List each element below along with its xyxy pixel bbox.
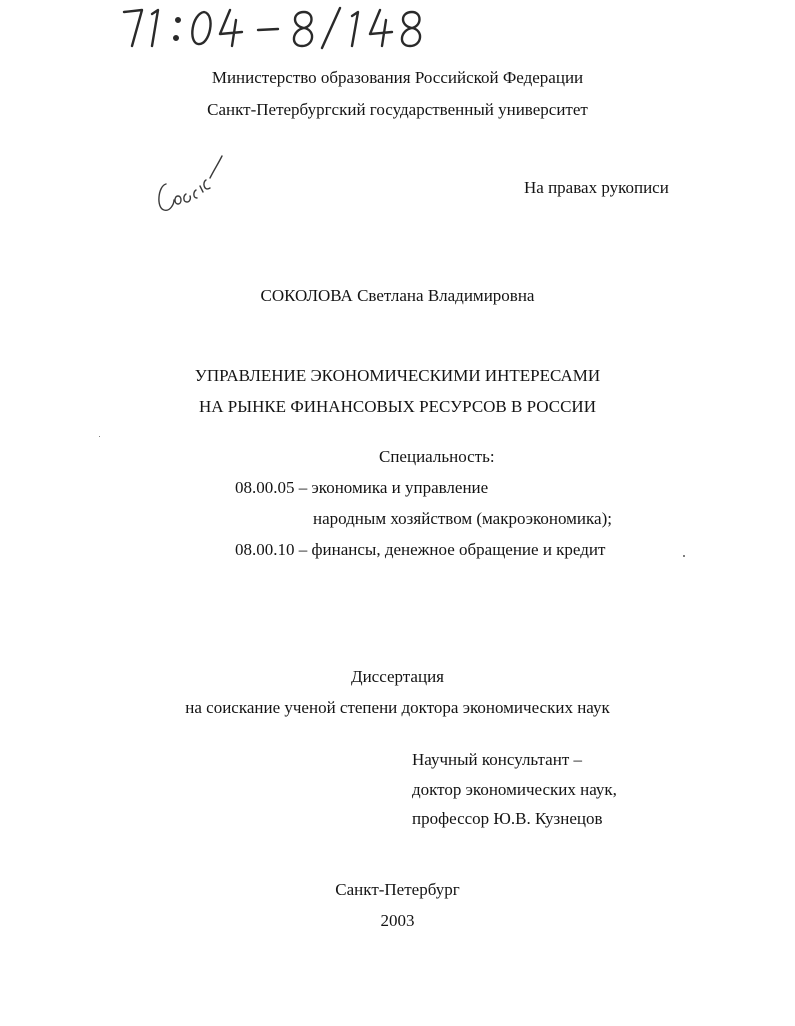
specialty-heading: Специальность: <box>379 447 495 466</box>
footer-year: 2003 <box>380 911 415 930</box>
advisor-role: Научный консультант – <box>412 750 582 769</box>
specialty-line-1: 08.00.05 – экономика и управление <box>235 478 489 497</box>
handwritten-signature <box>150 152 225 222</box>
manuscript-rights: На правах рукописи <box>524 178 669 197</box>
specialty-line-2: народным хозяйством (макроэкономика); <box>313 509 612 528</box>
advisor-name: профессор Ю.В. Кузнецов <box>412 809 603 828</box>
scan-speck <box>683 555 685 557</box>
specialty-line-3: 08.00.10 – финансы, денежное обращение и кредит <box>235 540 606 559</box>
author-name: СОКОЛОВА Светлана Владимировна <box>260 286 535 305</box>
dissertation-heading: Диссертация <box>350 667 444 686</box>
scan-speck <box>99 436 100 437</box>
title-line-2: НА РЫНКЕ ФИНАНСОВЫХ РЕСУРСОВ В РОССИИ <box>198 397 596 416</box>
title-line-1: УПРАВЛЕНИЕ ЭКОНОМИЧЕСКИМИ ИНТЕРЕСАМИ <box>194 366 601 385</box>
dissertation-subtitle: на соискание ученой степени доктора экономических наук <box>185 698 610 717</box>
advisor-degree: доктор экономических наук, <box>412 780 617 799</box>
university-name: Санкт-Петербургский государственный университет <box>207 100 588 119</box>
footer-city: Санкт-Петербург <box>335 880 460 899</box>
ministry-name: Министерство образования Российской Федерации <box>211 68 584 87</box>
handwritten-catalog-number <box>118 2 428 52</box>
